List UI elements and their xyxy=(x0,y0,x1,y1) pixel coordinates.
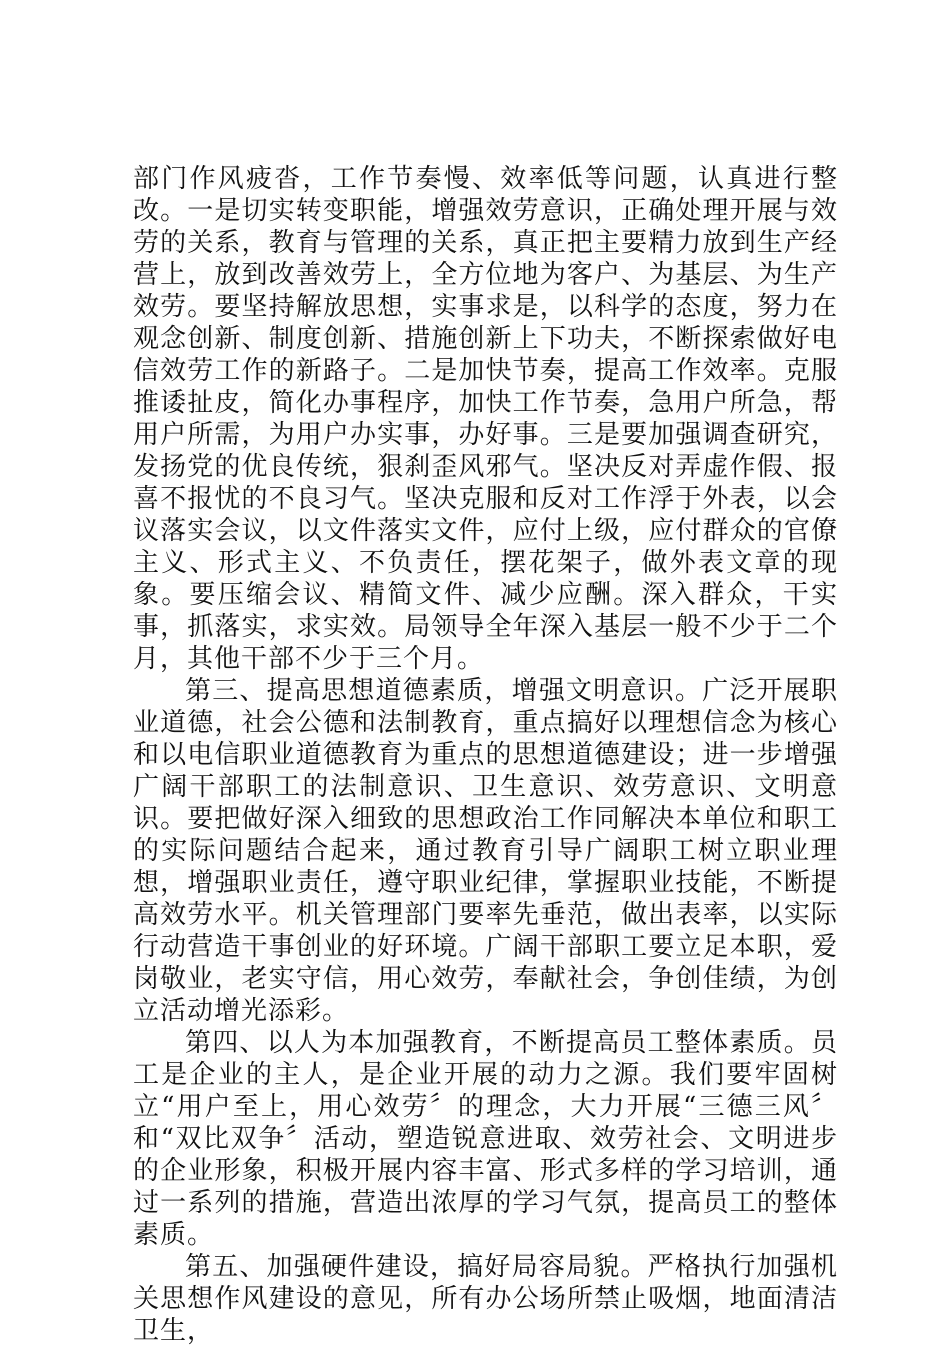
document-body xyxy=(133,163,838,1347)
paragraph-continuation: 部门作风疲沓，工作节奏慢、效率低等问题，认真进行整改。一是切实转变职能，增强效劳意识，正确处理开展与效劳的关系，教育与管理的关系，真正把主要精力放到生产经营上，放到改善效劳上，全方位地为客户、为基层、为生产效劳。要坚持解放思想，实事求是，以科学的态度，努力在观念创新、制度创新、措施创新上下功夫，不断探索做好电信效劳工作的新路子。二是加快节奏，提高工作效率。克服推诿扯皮，简化办事程序，加快工作节奏，急用户所急，帮用户所需，为用户办实事，办好事。三是要加强调查研究，发扬党的优良传统，狠刹歪风邪气。坚决反对弄虚作假、报喜不报忧的不良习气。坚决克服和反对工作浮于外表，以会议落实会议，以文件落实文件，应付上级，应付群众的官僚主义、形式主义、不负责任，摆花架子，做外表文章的现象。要压缩会议、精简文件、减少应酬。深入群众，干实事，抓落实，求实效。局领导全年深入基层一般不少于二个月，其他干部不少于三个月。 xyxy=(133,164,838,674)
paragraph-fourth-point: 第四、以人为本加强教育，不断提高员工整体素质。员工是企业的主人，是企业开展的动力之源。我们要牢固树立“用户至上，用心效劳〞的理念，大力开展“三德三风〞和“双比双争〞活动，塑造锐意进取、效劳社会、文明进步的企业形象，积极开展内容丰富、形式多样的学习培训，通过一系列的措施，营造出浓厚的学习气氛，提高员工的整体素质。 xyxy=(133,1028,838,1250)
paragraph-fifth-point: 第五、加强硬件建设，搞好局容局貌。严格执行加强机关思想作风建设的意见，所有办公场所禁止吸烟，地面清洁卫生， xyxy=(133,1252,838,1346)
paragraph-third-point: 第三、提高思想道德素质，增强文明意识。广泛开展职业道德，社会公德和法制教育，重点搞好以理想信念为核心和以电信职业道德教育为重点的思想道德建设；进一步增强广阔干部职工的法制意识、卫生意识、效劳意识、文明意识。要把做好深入细致的思想政治工作同解决本单位和职工的实际问题结合起来，通过教育引导广阔职工树立职业理想，增强职业责任，遵守职业纪律，掌握职业技能，不断提高效劳水平。机关管理部门要率先垂范，做出表率，以实际行动营造干事创业的好环境。广阔干部职工要立足本职，爱岗敬业，老实守信，用心效劳，奉献社会，争创佳绩，为创立活动增光添彩。 xyxy=(133,676,838,1026)
